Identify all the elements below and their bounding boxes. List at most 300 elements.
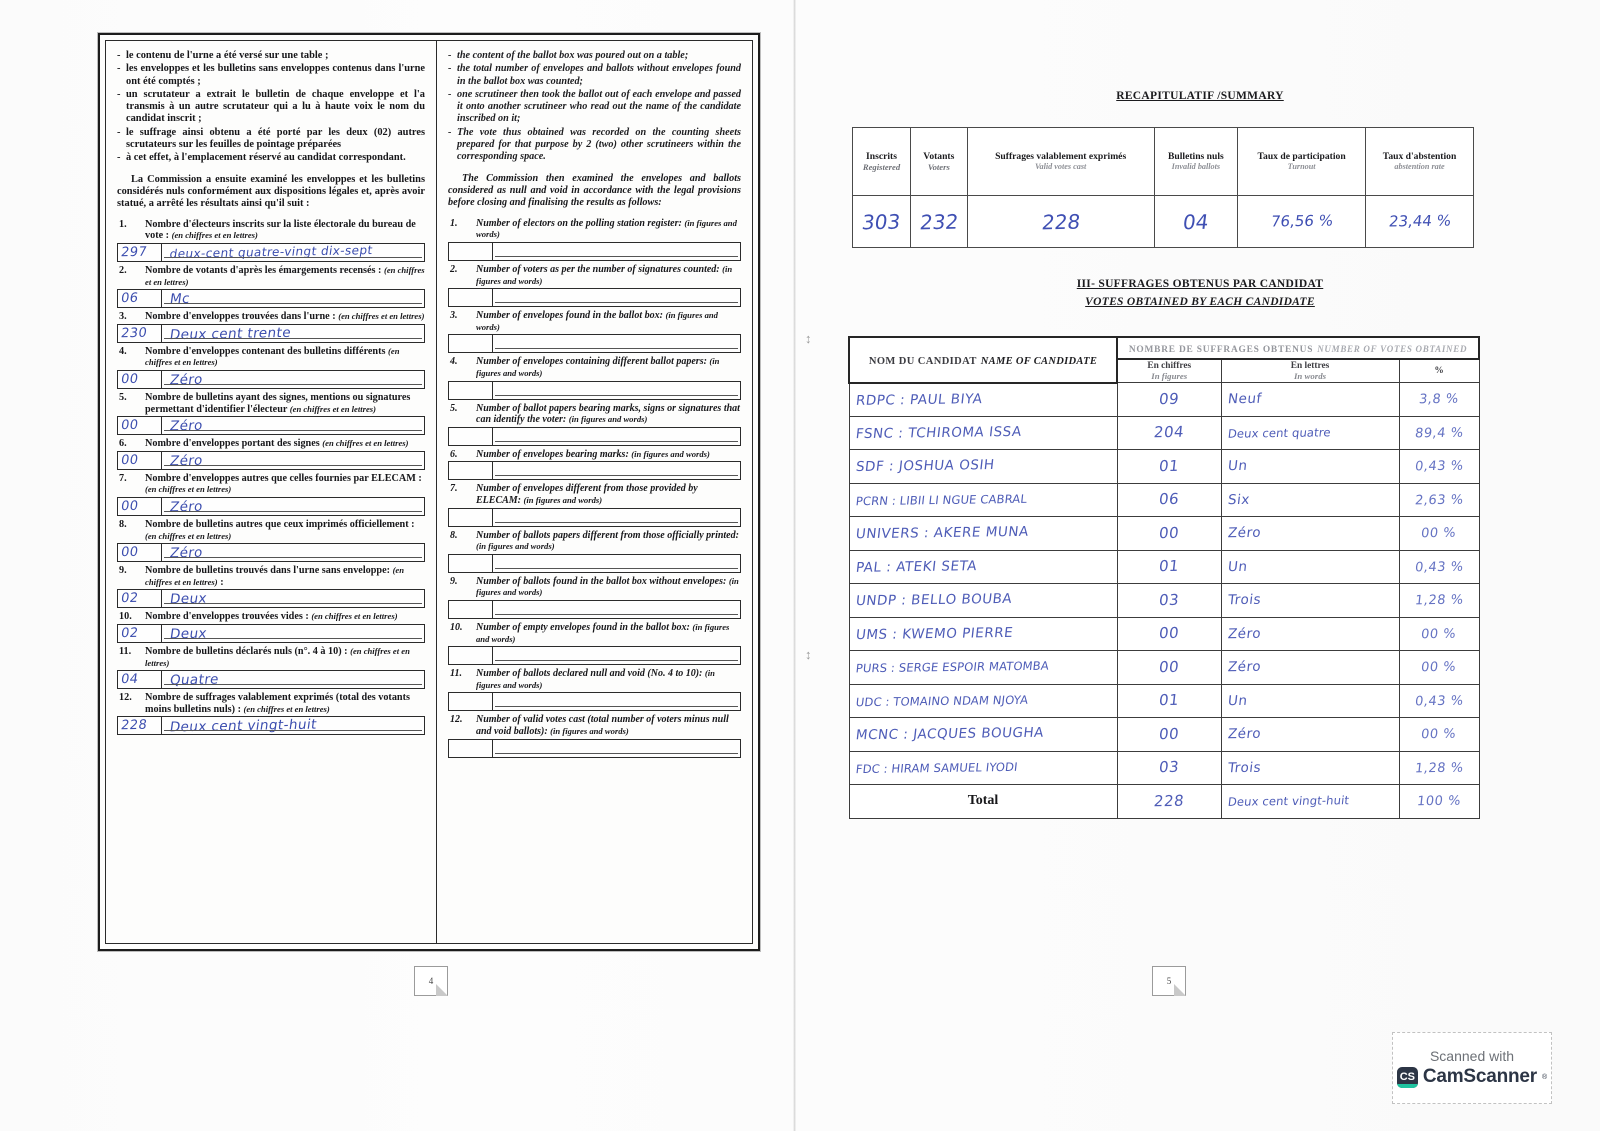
english-item-number: 8.: [450, 529, 458, 541]
english-item-number: 3.: [450, 310, 458, 322]
english-answer-figure-cell[interactable]: [449, 289, 493, 306]
recap-value-2: [911, 196, 968, 248]
cell-percent: [1399, 617, 1479, 651]
header-figures-fr: En chiffres: [1147, 361, 1192, 371]
left-page: [98, 33, 760, 951]
english-answer-words-cell[interactable]: [493, 555, 740, 572]
french-answer-figure-cell[interactable]: [118, 544, 162, 561]
total-percent: [1399, 785, 1479, 819]
cell-percent-value: 0,43 %: [1413, 559, 1465, 576]
right-page-number-tag: 5: [1152, 966, 1186, 996]
left-page-inner-frame: [105, 40, 753, 944]
french-answer-figure-cell[interactable]: [118, 625, 162, 642]
english-item-label: Number of envelopes containing different ballot papers:: [476, 356, 710, 368]
french-answer-words-value: Deux: [168, 591, 209, 608]
recap-value: 76,56 %: [1269, 211, 1334, 231]
french-item-list: [117, 219, 425, 735]
english-item-text: [448, 403, 741, 426]
french-item-text: [117, 219, 425, 242]
french-answer-words-cell[interactable]: [162, 590, 424, 607]
total-figures-value: 228: [1152, 791, 1186, 810]
french-item-text: [117, 611, 425, 623]
cell-votes-figures-value: 00: [1157, 523, 1181, 542]
english-answer-box[interactable]: [448, 288, 741, 307]
cell-percent: [1399, 517, 1479, 551]
french-item-label: Nombre d'enveloppes trouvées dans l'urne :: [145, 311, 339, 323]
cell-votes-words: [1221, 483, 1399, 517]
header-candidate-name-en: NAME OF CANDIDATE: [980, 355, 1098, 367]
french-item-hint: (en chiffres et en lettres): [145, 484, 232, 495]
french-answer-words-cell[interactable]: [162, 671, 424, 688]
watermark-scanned-with: Scanned with: [1429, 1048, 1515, 1064]
watermark-app-name: CamScanner: [1422, 1066, 1537, 1087]
french-item-text: [117, 519, 425, 542]
english-item-number: 6.: [450, 448, 458, 460]
cell-percent-value: 3,8 %: [1418, 391, 1460, 408]
english-answer-box[interactable]: [448, 646, 741, 665]
english-bullet: - the content of the ballot box was poured out on a table;: [448, 50, 741, 62]
french-item: [117, 646, 425, 689]
french-answer-box[interactable]: [117, 324, 425, 343]
cell-votes-words-value: Deux cent quatre: [1226, 425, 1332, 441]
english-answer-figure-cell[interactable]: [449, 509, 493, 526]
total-words: [1221, 785, 1399, 819]
french-answer-figure-value: 00: [119, 452, 140, 468]
french-answer-figure-cell[interactable]: [118, 717, 162, 734]
english-item-number: 2.: [450, 264, 458, 276]
french-item: [117, 346, 425, 389]
english-answer-box[interactable]: [448, 461, 741, 480]
french-answer-words-cell[interactable]: [162, 244, 424, 261]
table-row: [849, 450, 1479, 484]
header-words-en: In words: [1293, 371, 1327, 381]
header-figures-en: In figures: [1151, 371, 1188, 381]
recap-table-header-row: [853, 128, 1474, 196]
french-answer-box[interactable]: [117, 543, 425, 562]
english-item-hint: (in figures and words): [476, 621, 730, 644]
recap-value: 23,44 %: [1387, 211, 1452, 231]
english-answer-figure-cell[interactable]: [449, 555, 493, 572]
french-bullet: - un scrutateur a extrait le bulletin de chaque enveloppe et l'a transmis à un autre scrutateur qui a lu à haute voix le nom du candidat inscrit ;: [117, 89, 425, 126]
french-answer-figure-value: 06: [119, 291, 140, 307]
french-answer-figure-value: 00: [119, 498, 140, 515]
cell-percent-value: 1,28 %: [1413, 760, 1465, 777]
english-item-text: [448, 264, 741, 287]
recap-header-fr: Taux d'abstention: [1382, 151, 1457, 162]
cell-percent-value: 00 %: [1420, 526, 1458, 542]
english-answer-box[interactable]: [448, 600, 741, 619]
french-answer-words-value: deux-cent quatre-vingt dix-sept: [168, 243, 374, 262]
cell-percent-value: 00 %: [1420, 660, 1458, 676]
recap-table: [852, 127, 1474, 248]
header-words-fr: En lettres: [1290, 361, 1330, 371]
french-item: [117, 473, 425, 516]
french-answer-figure-cell[interactable]: [118, 452, 162, 469]
french-intro-paragraph: La Commission a ensuite examiné les enveloppes et les bulletins considérés nuls conformément aux dispositions légales et, après avoir statué, a arrêté les résultats ainsi qu'il suit :: [117, 173, 425, 210]
english-item-text: [448, 714, 741, 737]
total-figures: [1117, 785, 1221, 819]
cell-votes-figures: [1117, 416, 1221, 450]
cell-votes-words-value: Zéro: [1226, 625, 1262, 642]
french-item-label: Nombre de suffrages valablement exprimés (total des votants moins bulletins nuls) :: [145, 692, 410, 715]
french-answer-figure-cell[interactable]: [118, 417, 162, 434]
cell-votes-words: [1221, 550, 1399, 584]
cell-votes-words: [1221, 651, 1399, 685]
french-answer-words-cell[interactable]: [162, 625, 424, 642]
english-item-hint: (in figures and words): [476, 217, 737, 240]
french-bullet: - le suffrage ainsi obtenu a été porté par les deux (02) autres scrutateurs sur les feuilles de pointage préparées: [117, 127, 425, 152]
french-answer-figure-value: 00: [119, 418, 140, 434]
english-answer-words-cell[interactable]: [493, 509, 740, 526]
french-answer-figure-cell[interactable]: [118, 671, 162, 688]
table-row: [849, 517, 1479, 551]
french-item-number: 4.: [119, 345, 127, 357]
cell-percent-value: 00 %: [1420, 727, 1458, 743]
french-bullet: - à cet effet, à l'emplacement réservé au candidat correspondant.: [117, 152, 425, 164]
english-item-number: 9.: [450, 575, 458, 587]
english-item: [448, 449, 741, 481]
french-item-number: 8.: [119, 519, 127, 531]
cell-votes-figures: [1117, 651, 1221, 685]
english-item: [448, 264, 741, 307]
french-answer-words-cell[interactable]: [162, 325, 424, 342]
cell-candidate-name-value: PURS : SERGE ESPOIR MATOMBA: [854, 658, 1050, 676]
french-item-number: 12.: [119, 692, 132, 704]
english-item-text: [448, 449, 741, 461]
cell-votes-figures-value: 00: [1157, 724, 1181, 743]
english-item-text: [448, 622, 741, 645]
recap-table-value-row: [853, 196, 1474, 248]
english-answer-figure-cell[interactable]: [449, 382, 493, 399]
french-answer-words-cell[interactable]: [162, 417, 424, 434]
cell-candidate-name: [849, 517, 1117, 551]
header-votes-fr: NOMBRE DE SUFFRAGES OBTENUS: [1128, 345, 1314, 355]
french-answer-words-cell[interactable]: [162, 498, 424, 515]
cell-votes-figures-value: 03: [1157, 590, 1181, 609]
recap-header-fr: Votants: [923, 151, 955, 162]
recap-header-en: Voters: [927, 162, 950, 172]
english-answer-box[interactable]: [448, 739, 741, 758]
cell-candidate-name-value: FDC : HIRAM SAMUEL IYODI: [854, 759, 1018, 776]
french-answer-words-value: Zéro: [168, 452, 204, 470]
english-answer-box[interactable]: [448, 692, 741, 711]
english-item: [448, 403, 741, 446]
cell-votes-figures-value: 00: [1157, 624, 1181, 643]
french-answer-figure-value: 04: [119, 672, 140, 688]
english-item: [448, 310, 741, 353]
cell-candidate-name: [849, 584, 1117, 618]
french-answer-box[interactable]: [117, 589, 425, 608]
recap-header-en: Valid votes cast: [1034, 162, 1087, 171]
english-bullet: - the total number of envelopes and ballots without envelopes found in the ballot box was counted;: [448, 63, 741, 88]
french-answer-box[interactable]: [117, 289, 425, 308]
recap-title: RECAPITULATIF /SUMMARY: [1116, 90, 1284, 102]
watermark-trademark: ®: [1542, 1073, 1548, 1081]
french-answer-words-value: Quatre: [168, 671, 220, 689]
cell-percent: [1399, 450, 1479, 484]
english-answer-figure-cell[interactable]: [449, 601, 493, 618]
camscanner-watermark: [1392, 1032, 1552, 1104]
french-answer-words-cell[interactable]: [162, 452, 424, 469]
cell-candidate-name-value: SDF : JOSHUA OSIH: [854, 457, 995, 476]
french-answer-words-cell[interactable]: [162, 717, 424, 734]
english-answer-words-cell[interactable]: [493, 601, 740, 618]
cell-candidate-name: [849, 718, 1117, 752]
cell-percent-value: 89,4 %: [1413, 425, 1465, 442]
english-answer-words-cell[interactable]: [493, 289, 740, 306]
section-title-fr: III- SUFFRAGES OBTENUS PAR CANDIDAT: [1076, 278, 1324, 290]
cell-votes-figures: [1117, 550, 1221, 584]
cell-votes-words: [1221, 450, 1399, 484]
french-item-label: Nombre d'électeurs inscrits sur la liste électorale du bureau de vote :: [145, 218, 416, 242]
french-item: [117, 265, 425, 308]
french-item-label: Nombre de votants d'après les émargements recensés :: [145, 265, 384, 277]
french-answer-box[interactable]: [117, 670, 425, 689]
table-row: [849, 550, 1479, 584]
english-answer-figure-cell[interactable]: [449, 647, 493, 664]
french-item-text: [117, 311, 425, 323]
cell-votes-words-value: Trois: [1226, 759, 1262, 776]
recap-value: 228: [1040, 209, 1082, 234]
french-item-number: 7.: [119, 472, 127, 484]
english-answer-figure-cell[interactable]: [449, 428, 493, 445]
french-item: [117, 219, 425, 262]
english-item-number: 1.: [450, 217, 458, 229]
cell-votes-figures-value: 09: [1157, 389, 1181, 408]
camscanner-logo-icon: CS: [1397, 1067, 1418, 1088]
recap-header-fr: Taux de participation: [1257, 151, 1346, 162]
french-answer-figure-cell[interactable]: [118, 325, 162, 342]
french-item-label: Nombre de bulletins trouvés dans l'urne sans enveloppe:: [145, 565, 393, 577]
french-answer-words-value: Zéro: [168, 417, 204, 435]
french-item-suffix: :: [217, 576, 224, 588]
recap-header-5: [1238, 128, 1366, 196]
english-item-text: [448, 218, 741, 241]
cell-candidate-name: [849, 416, 1117, 450]
french-answer-box[interactable]: [117, 624, 425, 643]
french-item-text: [117, 692, 425, 715]
english-item-label: Number of ballots declared null and void (No. 4 to 10):: [476, 668, 705, 680]
cell-votes-words-value: Zéro: [1226, 525, 1262, 542]
cell-votes-words: [1221, 751, 1399, 785]
french-answer-words-value: Deux cent vingt-huit: [168, 716, 318, 736]
english-item: [448, 714, 741, 757]
french-answer-words-value: Zéro: [168, 371, 204, 389]
cell-percent: [1399, 651, 1479, 685]
recap-header-3: [967, 128, 1154, 196]
recap-header-fr: Suffrages valablement exprimés: [995, 151, 1127, 162]
table-row: [849, 751, 1479, 785]
cell-candidate-name: [849, 651, 1117, 685]
french-item-hint: (en chiffres et en lettres): [145, 645, 410, 668]
recap-header-1: [853, 128, 911, 196]
french-item-number: 5.: [119, 392, 127, 404]
french-bullet: - les enveloppes et les bulletins sans enveloppes contenus dans l'urne ont été comptés ;: [117, 63, 425, 88]
cell-candidate-name-value: UNDP : BELLO BOUBA: [854, 591, 1013, 610]
english-item: [448, 576, 741, 619]
french-item-text: [117, 392, 425, 415]
header-candidate-name: [849, 337, 1117, 383]
french-answer-figure-value: 02: [119, 625, 140, 642]
french-item-hint: (en chiffres et en lettres): [322, 438, 409, 449]
french-answer-figure-cell[interactable]: [118, 371, 162, 388]
recap-value-6: [1366, 196, 1474, 248]
english-item-hint: (in figures and words): [568, 414, 648, 425]
french-answer-words-cell[interactable]: [162, 544, 424, 561]
french-answer-box[interactable]: [117, 497, 425, 516]
english-item: [448, 218, 741, 261]
french-column: [106, 41, 436, 943]
cell-votes-words: [1221, 517, 1399, 551]
english-item: [448, 356, 741, 399]
english-answer-figure-cell[interactable]: [449, 740, 493, 757]
french-item-hint: (en chiffres et en lettres): [289, 403, 377, 414]
english-answer-words-cell[interactable]: [493, 335, 740, 352]
cell-votes-words: [1221, 617, 1399, 651]
english-item-text: [448, 668, 741, 691]
french-answer-box[interactable]: [117, 451, 425, 470]
cell-percent-value: 0,43 %: [1413, 693, 1465, 710]
french-item: [117, 611, 425, 643]
recap-header-2: [911, 128, 968, 196]
french-answer-box[interactable]: [117, 370, 425, 389]
cell-votes-figures-value: 03: [1157, 758, 1181, 777]
english-item-label: Number of envelopes found in the ballot box:: [476, 310, 666, 322]
english-item: [448, 668, 741, 711]
french-answer-words-value: Deux: [168, 625, 209, 643]
french-answer-box[interactable]: [117, 716, 425, 735]
french-answer-words-cell[interactable]: [162, 290, 424, 307]
french-item-label: Nombre d'enveloppes autres que celles fournies par ELECAM :: [145, 472, 422, 484]
english-item: [448, 483, 741, 526]
english-bullet-list: [448, 50, 741, 164]
english-answer-figure-cell[interactable]: [449, 462, 493, 479]
cell-votes-figures-value: 204: [1152, 423, 1186, 442]
english-item-list: [448, 218, 741, 758]
cell-votes-figures: [1117, 483, 1221, 517]
cell-percent: [1399, 684, 1479, 718]
french-answer-figure-cell[interactable]: [118, 498, 162, 515]
header-votes-obtained: [1117, 337, 1479, 359]
header-words: [1221, 359, 1399, 383]
cell-percent: [1399, 416, 1479, 450]
cell-candidate-name: [849, 483, 1117, 517]
candidates-table: [848, 336, 1480, 819]
french-item-hint: (en chiffres et en lettres): [145, 265, 425, 287]
english-item-number: 10.: [450, 621, 463, 633]
cell-votes-figures: [1117, 684, 1221, 718]
english-item-number: 11.: [450, 668, 462, 680]
cell-candidate-name-value: UNIVERS : AKERE MUNA: [854, 524, 1030, 543]
table-row: [849, 383, 1479, 417]
french-item-number: 3.: [119, 311, 127, 323]
header-percent: [1399, 359, 1479, 383]
total-words-value: Deux cent vingt-huit: [1226, 793, 1350, 810]
cell-percent: [1399, 718, 1479, 752]
english-answer-box[interactable]: [448, 427, 741, 446]
english-answer-words-cell[interactable]: [493, 740, 740, 757]
right-page: [800, 0, 1600, 1020]
french-item-hint: (en chiffres et en lettres): [145, 530, 232, 541]
french-item: [117, 392, 425, 435]
cell-percent: [1399, 383, 1479, 417]
french-answer-box[interactable]: [117, 416, 425, 435]
french-item-label: Nombre de bulletins ayant des signes, mentions ou signatures permettant d'identifier l'électeur: [145, 392, 411, 415]
recap-header-4: [1154, 128, 1237, 196]
recap-header-fr: Inscrits: [866, 151, 897, 162]
french-answer-figure-cell[interactable]: [118, 244, 162, 261]
cell-votes-figures: [1117, 383, 1221, 417]
total-percent-value: 100 %: [1416, 793, 1462, 810]
english-item-text: [448, 356, 741, 379]
english-answer-figure-cell[interactable]: [449, 693, 493, 710]
french-answer-words-cell[interactable]: [162, 371, 424, 388]
english-answer-box[interactable]: [448, 334, 741, 353]
french-answer-figure-value: 297: [119, 244, 149, 261]
english-item-label: Number of ballot papers bearing marks, signs or signatures that can identify the voter:: [476, 402, 740, 426]
english-item: [448, 622, 741, 665]
english-answer-box[interactable]: [448, 508, 741, 527]
english-answer-box[interactable]: [448, 381, 741, 400]
french-answer-figure-cell[interactable]: [118, 590, 162, 607]
cell-candidate-name: [849, 684, 1117, 718]
french-item: [117, 692, 425, 735]
french-item-text: [117, 646, 425, 669]
cell-percent-value: 1,28 %: [1413, 592, 1465, 609]
english-answer-words-cell[interactable]: [493, 647, 740, 664]
english-answer-words-cell[interactable]: [493, 462, 740, 479]
left-page-number-tag: 4: [414, 966, 448, 996]
header-votes-en: NUMBER OF VOTES OBTAINED: [1317, 344, 1468, 354]
english-item-text: [448, 576, 741, 599]
english-bullet: - one scrutineer then took the ballot out of each envelope and passed it onto another scrutineer who read out the name of the candidate inscribed on it;: [448, 89, 741, 126]
table-row: [849, 584, 1479, 618]
english-answer-figure-cell[interactable]: [449, 243, 493, 260]
recap-value-3: [967, 196, 1154, 248]
cell-candidate-name-value: RDPC : PAUL BIYA: [854, 390, 983, 409]
header-percent-label: %: [1434, 366, 1444, 376]
english-answer-box[interactable]: [448, 554, 741, 573]
page-seam: [793, 0, 796, 1131]
cell-percent-value: 2,63 %: [1413, 492, 1465, 509]
cell-candidate-name-value: UDC : TOMAINO NDAM NJOYA: [854, 692, 1029, 709]
cell-candidate-name-value: UMS : KWEMO PIERRE: [854, 624, 1014, 643]
french-answer-figure-cell[interactable]: [118, 290, 162, 307]
french-answer-figure-value: 228: [119, 718, 149, 734]
english-answer-figure-cell[interactable]: [449, 335, 493, 352]
table-row: [849, 684, 1479, 718]
cell-candidate-name: [849, 617, 1117, 651]
english-answer-words-cell[interactable]: [493, 382, 740, 399]
english-answer-words-cell[interactable]: [493, 693, 740, 710]
french-item: [117, 438, 425, 470]
english-answer-words-cell[interactable]: [493, 243, 740, 260]
french-item-text: [117, 565, 425, 588]
cell-candidate-name: [849, 751, 1117, 785]
french-item-number: 1.: [119, 218, 127, 230]
table-row: [849, 718, 1479, 752]
french-item-hint: (en chiffres et en lettres): [145, 565, 405, 587]
recap-value: 04: [1181, 209, 1211, 234]
english-answer-box[interactable]: [448, 242, 741, 261]
english-answer-words-cell[interactable]: [493, 428, 740, 445]
recap-header-en: Registered: [862, 162, 901, 172]
french-item-label: Nombre de bulletins déclarés nuls (n°. 4 à 10) :: [145, 645, 351, 657]
total-label: Total: [849, 785, 1117, 819]
recap-header-en: Invalid ballots: [1171, 162, 1221, 171]
cell-votes-words: [1221, 584, 1399, 618]
french-answer-box[interactable]: [117, 243, 425, 262]
